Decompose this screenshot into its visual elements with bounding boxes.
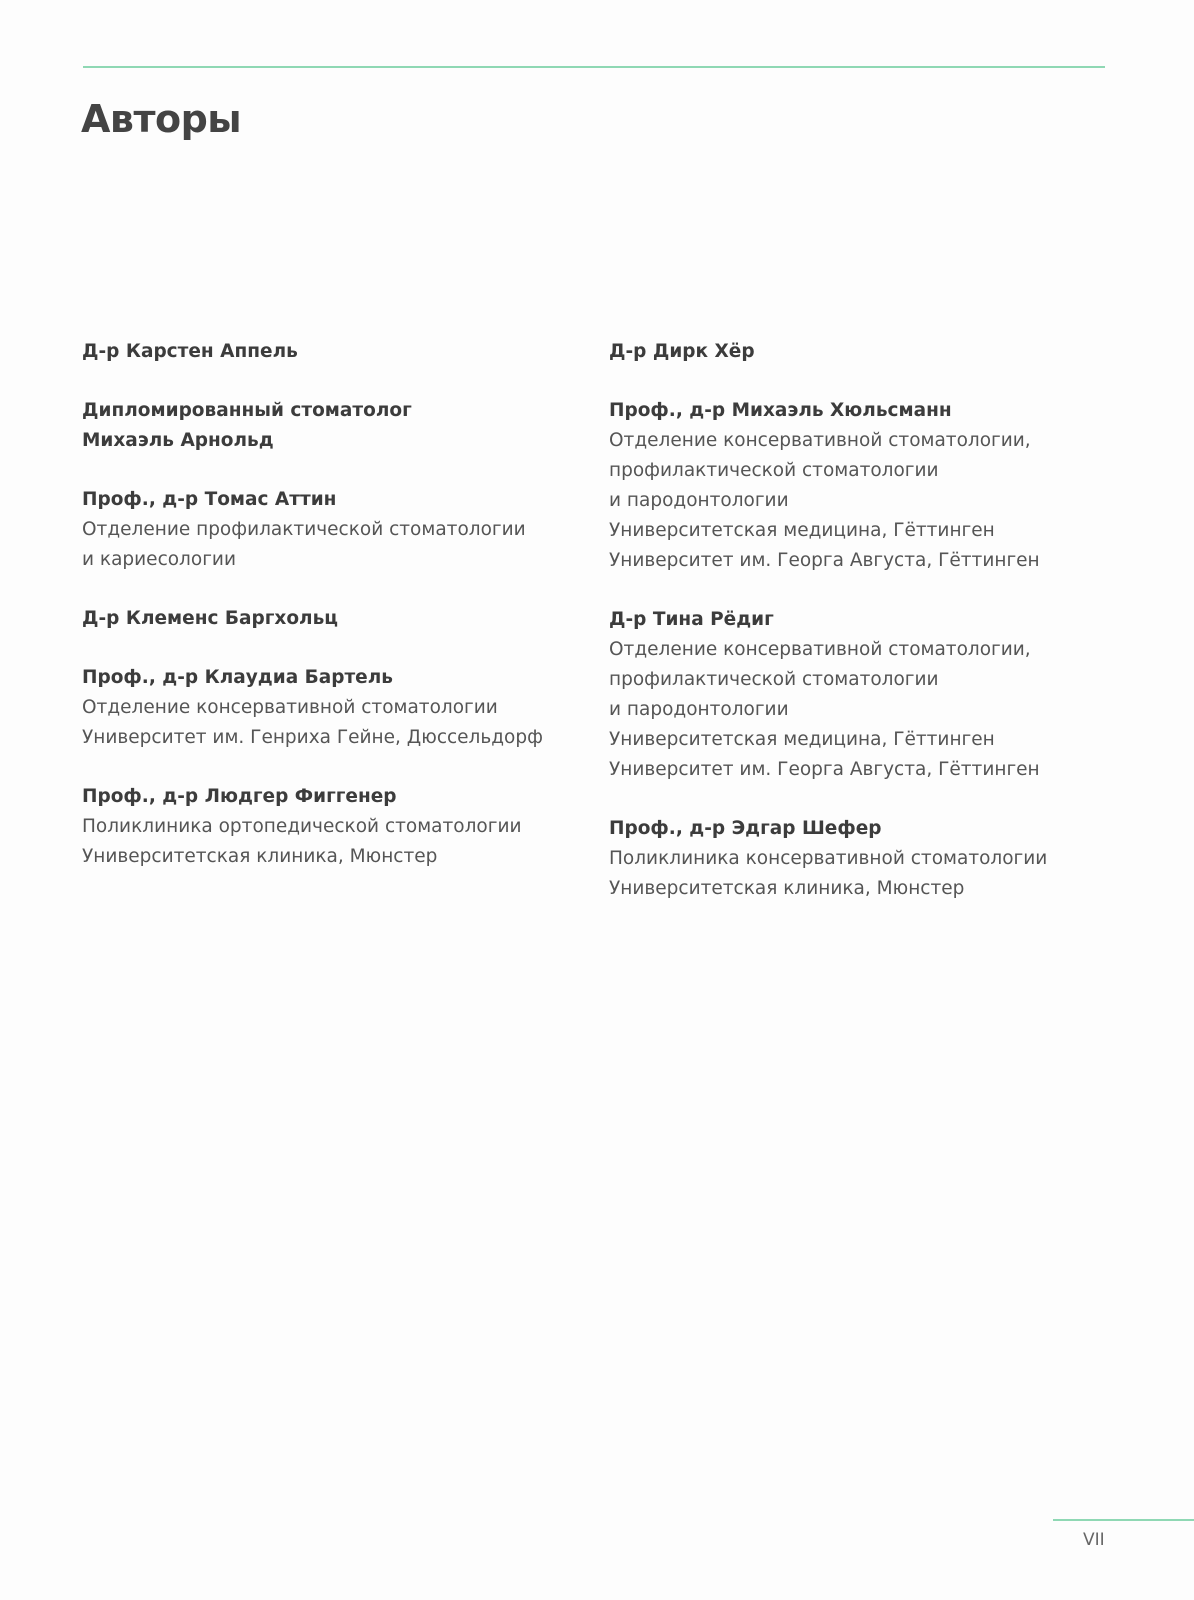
author-affiliation: Отделение консервативной стоматологии, xyxy=(609,639,1031,660)
author-affiliation: Университет им. Георга Августа, Гёттинген xyxy=(609,759,1040,780)
author-affiliation: и кариесологии xyxy=(82,549,236,570)
author-entry xyxy=(609,396,1129,576)
author-affiliation: профилактической стоматологии xyxy=(609,669,939,690)
author-entry xyxy=(82,604,562,634)
author-entry xyxy=(82,337,562,367)
author-entry xyxy=(609,814,1129,904)
author-affiliation: Университетская медицина, Гёттинген xyxy=(609,729,995,750)
author-affiliation: Отделение консервативной стоматологии, xyxy=(609,430,1031,451)
author-affiliation: Университет им. Георга Августа, Гёттинген xyxy=(609,550,1040,571)
page-title: Авторы xyxy=(81,97,242,141)
author-affiliation: Отделение профилактической стоматологии xyxy=(82,519,526,540)
author-name: Д-р Дирк Хёр xyxy=(609,341,755,362)
author-name: Михаэль Арнольд xyxy=(82,430,274,451)
top-divider xyxy=(83,66,1105,68)
authors-right-column xyxy=(609,337,1129,933)
author-entry xyxy=(609,337,1129,367)
author-affiliation: Отделение консервативной стоматологии xyxy=(82,697,498,718)
author-affiliation: Поликлиника ортопедической стоматологии xyxy=(82,816,522,837)
author-name: Проф., д-р Эдгар Шефер xyxy=(609,818,882,839)
author-name: Д-р Тина Рёдиг xyxy=(609,609,774,630)
authors-left-column xyxy=(82,337,562,901)
author-name: Дипломированный стоматолог xyxy=(82,400,412,421)
author-affiliation: и пародонтологии xyxy=(609,490,789,511)
author-entry xyxy=(82,663,562,753)
author-affiliation: и пародонтологии xyxy=(609,699,789,720)
author-entry xyxy=(82,485,562,575)
author-affiliation: Университетская клиника, Мюнстер xyxy=(609,878,965,899)
author-entry xyxy=(82,782,562,872)
author-name: Д-р Клеменс Баргхольц xyxy=(82,608,339,629)
author-name: Проф., д-р Михаэль Хюльсманн xyxy=(609,400,952,421)
author-affiliation: Университет им. Генриха Гейне, Дюссельдорф xyxy=(82,727,543,748)
author-entry xyxy=(82,396,562,456)
page-number: VII xyxy=(1083,1530,1105,1550)
author-name: Д-р Карстен Аппель xyxy=(82,341,298,362)
author-affiliation: Университетская клиника, Мюнстер xyxy=(82,846,438,867)
bottom-divider xyxy=(1053,1519,1194,1521)
author-affiliation: профилактической стоматологии xyxy=(609,460,939,481)
author-name: Проф., д-р Людгер Фиггенер xyxy=(82,786,397,807)
author-name: Проф., д-р Томас Аттин xyxy=(82,489,337,510)
author-affiliation: Университетская медицина, Гёттинген xyxy=(609,520,995,541)
author-name: Проф., д-р Клаудиа Бартель xyxy=(82,667,393,688)
author-entry xyxy=(609,605,1129,785)
author-affiliation: Поликлиника консервативной стоматологии xyxy=(609,848,1048,869)
